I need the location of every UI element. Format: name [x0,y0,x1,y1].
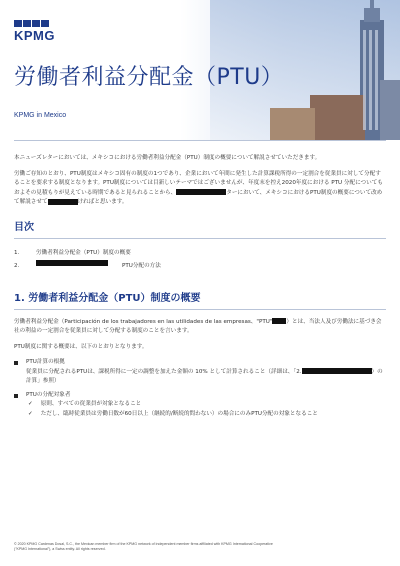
redaction-block [302,368,372,374]
redaction-block [176,189,226,195]
redaction-block [272,318,286,324]
section-1-paragraph-1 [14,318,386,337]
toc-item[interactable] [14,247,386,260]
kpmg-logo: KPMG [14,28,55,43]
intro-paragraph-2 [14,170,386,208]
header-divider [14,140,386,141]
footer-line-1: © 2020 KPMG Cardenas Dosal, S.C., the Mexican member firm of the KPMG network of independent member firms affiliated with KPMG International Cooperative [14,542,273,546]
section-1-heading: 1. 労働者利益分配金（PTU）制度の概要 [14,292,201,304]
redaction-block [48,199,78,205]
document-body [14,154,386,419]
footer-line-2: ("KPMG International"), a Swiss entity. All rights reserved. [14,547,106,551]
bullet-square-icon [14,361,18,365]
bullet-title: PTU計算の根拠 [26,359,65,365]
toc-item-label: 労働者利益分配金（PTU）制度の概要 [36,249,131,256]
bullet-item [14,358,386,368]
bullet-text-part-a: 従業員に分配されるPTUは、課税所得に一定の調整を加えた金額の 10% として計算されること（詳細は、「2. [26,368,302,375]
section-1-paragraph-2: PTU制度に関する概要は、以下のとおりとなります。 [14,343,148,350]
check-text: ただし、臨時従業員は労働日数が60日以上（継続的/断続的問わない）の場合にのみPTU分配の対象となること [40,410,318,417]
check-mark-icon: ✓ [28,401,33,407]
intro-paragraph-1: 本ニューズレターにおいては、メキシコにおける労働者利益分配金（PTU）制度の概要について解説させていただきます。 [14,155,321,161]
redaction-block [36,260,108,266]
check-text: 原則、すべての従業員が対象となること [40,401,142,407]
kpmg-logo-mark [14,20,49,27]
toc-item[interactable] [14,260,386,273]
page-title: 労働者利益分配金（PTU） [14,65,284,90]
toc-item-number: 2. [14,262,20,269]
bullet-square-icon [14,394,18,398]
toc-item-label: PTU分配の方法 [122,262,161,269]
bullet-item [14,391,386,401]
toc-heading: 目次 [14,221,34,233]
check-item [14,410,386,420]
section-1-p1-part-a: 労働者利益分配金（Participación de los trabajadores en las utilidades de las empresas、"PTU" [14,318,273,325]
intro-p2-part-c: ければと思います。 [77,199,128,205]
page-subtitle: KPMG in Mexico [14,112,67,119]
toc-item-number: 1. [14,249,20,256]
copyright-footer [14,542,386,552]
section-divider [14,309,386,310]
intro-p2-part-a: 労働ご存知のとおり、PTU制度はメキシコ固有の制度の1つであり、企業において年間に発生した計算課税所得の一定割合を従業員に対して分配することを要求する制度となります。PTU制度については目新しいテーマではございませんが、年度末を控え2020年度における PTU 分配についてもおよその見積もりが見えている時期であると見られることから、 [14,170,383,196]
bullet-text-part-b: ）の計算」参照） [26,368,383,384]
header-banner [0,0,400,140]
bullet-title: PTUの分配対象者 [26,391,71,398]
section-1-p1-part-b: ）とは、当法人及び労働法に基づき会社の利益の一定割合を従業員に対して分配する制度のことを言います。 [14,318,382,334]
check-item [14,400,386,410]
toc-divider [14,238,386,239]
check-mark-icon: ✓ [28,410,33,417]
bullet-body [14,368,386,387]
intro-p2-part-b: ターにおいて、メキシコにおけるPTU制度の概要について改めて解説させて [14,189,383,205]
